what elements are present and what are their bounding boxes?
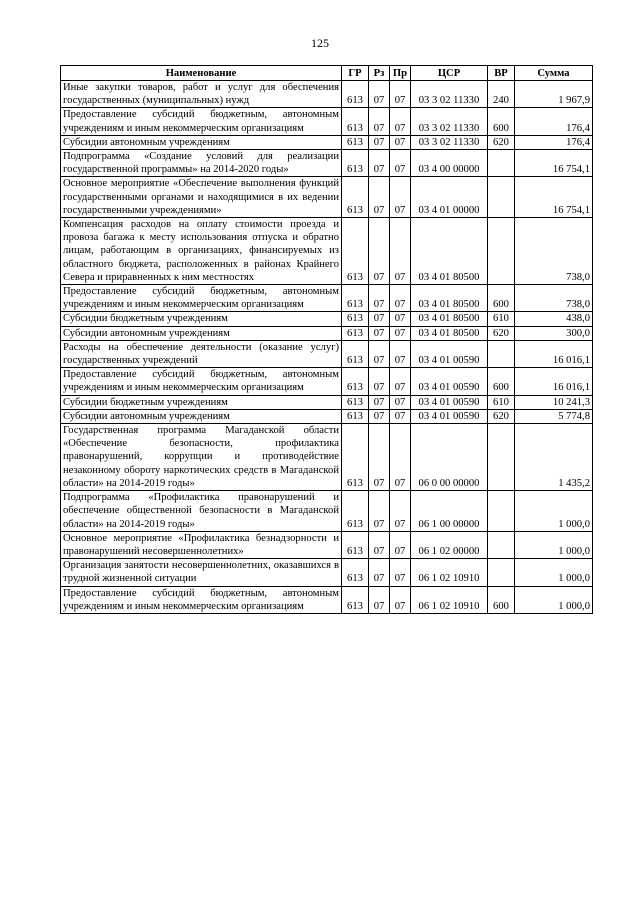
row-sum: 1 000,0 — [515, 491, 593, 532]
row-csr: 03 4 00 00000 — [411, 150, 488, 177]
row-pr: 07 — [390, 218, 411, 285]
header-sum: Сумма — [515, 66, 593, 81]
row-vr — [488, 531, 515, 558]
row-pr: 07 — [390, 135, 411, 149]
row-name: Предоставление субсидий бюджетным, автономным учреждениям и иным некоммерческим организациям — [61, 108, 342, 135]
row-pr: 07 — [390, 368, 411, 395]
row-sum: 16 754,1 — [515, 150, 593, 177]
row-sum: 1 000,0 — [515, 559, 593, 586]
row-rz: 07 — [369, 177, 390, 218]
row-gr: 613 — [342, 491, 369, 532]
row-rz: 07 — [369, 326, 390, 340]
row-name: Компенсация расходов на оплату стоимости проезда и провоза багажа к месту использования отпуска и обратно лицам, работающим в организациях, финансируемых из областного бюджета, расположенных в районах Крайнего Севера и приравненных к ним местностях — [61, 218, 342, 285]
row-gr: 613 — [342, 150, 369, 177]
row-vr — [488, 177, 515, 218]
row-csr: 03 4 01 80500 — [411, 285, 488, 312]
row-sum: 738,0 — [515, 218, 593, 285]
row-rz: 07 — [369, 409, 390, 423]
row-vr — [488, 559, 515, 586]
row-sum: 300,0 — [515, 326, 593, 340]
row-csr: 03 3 02 11330 — [411, 135, 488, 149]
row-vr: 240 — [488, 81, 515, 108]
row-vr — [488, 424, 515, 491]
table-row — [61, 491, 593, 532]
row-vr — [488, 340, 515, 367]
row-gr: 613 — [342, 108, 369, 135]
row-gr: 613 — [342, 177, 369, 218]
row-rz: 07 — [369, 424, 390, 491]
row-rz: 07 — [369, 218, 390, 285]
row-rz: 07 — [369, 586, 390, 613]
row-gr: 613 — [342, 559, 369, 586]
row-name: Государственная программа Магаданской области «Обеспечение безопасности, профилактика правонарушений, коррупции и противодействие незаконному обороту наркотических средств в Магаданской области» на 2014-2019 годы» — [61, 424, 342, 491]
row-csr: 06 0 00 00000 — [411, 424, 488, 491]
row-gr: 613 — [342, 312, 369, 326]
row-name: Основное мероприятие «Профилактика безнадзорности и правонарушений несовершеннолетних» — [61, 531, 342, 558]
table-row — [61, 424, 593, 491]
page-number: 125 — [311, 36, 329, 50]
row-csr: 06 1 02 10910 — [411, 586, 488, 613]
row-name: Подпрограмма «Профилактика правонарушений и обеспечение общественной безопасности в Магаданской области» на 2014-2019 годы» — [61, 491, 342, 532]
row-name: Иные закупки товаров, работ и услуг для обеспечения государственных (муниципальных) нужд — [61, 81, 342, 108]
row-name: Расходы на обеспечение деятельности (оказание услуг) государственных учреждений — [61, 340, 342, 367]
row-name: Субсидии бюджетным учреждениям — [61, 395, 342, 409]
row-gr: 613 — [342, 340, 369, 367]
row-csr: 03 3 02 11330 — [411, 81, 488, 108]
row-csr: 03 4 01 80500 — [411, 218, 488, 285]
row-vr: 600 — [488, 108, 515, 135]
row-pr: 07 — [390, 326, 411, 340]
row-csr: 03 4 01 00590 — [411, 368, 488, 395]
row-gr: 613 — [342, 326, 369, 340]
row-csr: 03 4 01 00590 — [411, 395, 488, 409]
row-csr: 03 4 01 80500 — [411, 312, 488, 326]
row-vr: 620 — [488, 135, 515, 149]
table-row — [61, 108, 593, 135]
row-csr: 03 4 01 80500 — [411, 326, 488, 340]
row-sum: 5 774,8 — [515, 409, 593, 423]
row-gr: 613 — [342, 285, 369, 312]
row-rz: 07 — [369, 285, 390, 312]
row-vr: 600 — [488, 285, 515, 312]
header-pr: Пр — [390, 66, 411, 81]
row-sum: 438,0 — [515, 312, 593, 326]
table-row — [61, 135, 593, 149]
row-gr: 613 — [342, 81, 369, 108]
row-pr: 07 — [390, 395, 411, 409]
row-gr: 613 — [342, 218, 369, 285]
row-rz: 07 — [369, 531, 390, 558]
row-csr: 06 1 00 00000 — [411, 491, 488, 532]
row-pr: 07 — [390, 340, 411, 367]
row-name: Субсидии автономным учреждениям — [61, 409, 342, 423]
row-name: Организация занятости несовершеннолетних, оказавшихся в трудной жизненной ситуации — [61, 559, 342, 586]
row-rz: 07 — [369, 81, 390, 108]
row-vr: 600 — [488, 586, 515, 613]
row-pr: 07 — [390, 409, 411, 423]
table-row — [61, 326, 593, 340]
row-rz: 07 — [369, 559, 390, 586]
row-name: Предоставление субсидий бюджетным, автономным учреждениям и иным некоммерческим организациям — [61, 285, 342, 312]
row-vr: 620 — [488, 326, 515, 340]
budget-table — [60, 65, 593, 614]
row-gr: 613 — [342, 135, 369, 149]
header-name: Наименование — [61, 66, 342, 81]
table-row — [61, 409, 593, 423]
row-vr — [488, 218, 515, 285]
table-row — [61, 312, 593, 326]
row-csr: 06 1 02 00000 — [411, 531, 488, 558]
table-row — [61, 395, 593, 409]
row-vr: 600 — [488, 368, 515, 395]
row-gr: 613 — [342, 424, 369, 491]
row-gr: 613 — [342, 409, 369, 423]
row-rz: 07 — [369, 135, 390, 149]
table-row — [61, 559, 593, 586]
header-rz: Рз — [369, 66, 390, 81]
table-row — [61, 285, 593, 312]
header-gr: ГР — [342, 66, 369, 81]
row-gr: 613 — [342, 368, 369, 395]
row-gr: 613 — [342, 395, 369, 409]
row-sum: 1 967,9 — [515, 81, 593, 108]
row-pr: 07 — [390, 586, 411, 613]
row-vr — [488, 491, 515, 532]
row-name: Субсидии автономным учреждениям — [61, 135, 342, 149]
row-name: Субсидии автономным учреждениям — [61, 326, 342, 340]
row-csr: 03 3 02 11330 — [411, 108, 488, 135]
row-rz: 07 — [369, 312, 390, 326]
row-sum: 176,4 — [515, 108, 593, 135]
header-csr: ЦСР — [411, 66, 488, 81]
table-row — [61, 531, 593, 558]
row-sum: 10 241,3 — [515, 395, 593, 409]
row-pr: 07 — [390, 424, 411, 491]
row-csr: 03 4 01 00000 — [411, 177, 488, 218]
row-name: Подпрограмма «Создание условий для реализации государственной программы» на 2014-2020 годы» — [61, 150, 342, 177]
row-pr: 07 — [390, 108, 411, 135]
row-pr: 07 — [390, 150, 411, 177]
row-gr: 613 — [342, 531, 369, 558]
row-name: Предоставление субсидий бюджетным, автономным учреждениям и иным некоммерческим организациям — [61, 368, 342, 395]
row-rz: 07 — [369, 108, 390, 135]
row-sum: 16 016,1 — [515, 340, 593, 367]
table-row — [61, 218, 593, 285]
row-name: Основное мероприятие «Обеспечение выполнения функций государственными органами и находящимися в их ведении государственными учреждениями» — [61, 177, 342, 218]
row-pr: 07 — [390, 81, 411, 108]
row-csr: 06 1 02 10910 — [411, 559, 488, 586]
row-rz: 07 — [369, 368, 390, 395]
row-rz: 07 — [369, 491, 390, 532]
row-pr: 07 — [390, 559, 411, 586]
table-row — [61, 586, 593, 613]
row-csr: 03 4 01 00590 — [411, 409, 488, 423]
row-vr: 610 — [488, 395, 515, 409]
row-vr: 620 — [488, 409, 515, 423]
row-sum: 176,4 — [515, 135, 593, 149]
row-gr: 613 — [342, 586, 369, 613]
row-rz: 07 — [369, 150, 390, 177]
table-row — [61, 177, 593, 218]
row-pr: 07 — [390, 491, 411, 532]
table-header-row — [61, 66, 593, 81]
row-name: Субсидии бюджетным учреждениям — [61, 312, 342, 326]
row-rz: 07 — [369, 395, 390, 409]
row-sum: 16 754,1 — [515, 177, 593, 218]
row-pr: 07 — [390, 531, 411, 558]
row-vr — [488, 150, 515, 177]
row-pr: 07 — [390, 177, 411, 218]
header-vr: ВР — [488, 66, 515, 81]
table-row — [61, 368, 593, 395]
row-sum: 1 000,0 — [515, 586, 593, 613]
row-vr: 610 — [488, 312, 515, 326]
row-sum: 1 435,2 — [515, 424, 593, 491]
row-pr: 07 — [390, 285, 411, 312]
row-rz: 07 — [369, 340, 390, 367]
table-row — [61, 81, 593, 108]
table-row — [61, 150, 593, 177]
row-csr: 03 4 01 00590 — [411, 340, 488, 367]
row-sum: 16 016,1 — [515, 368, 593, 395]
row-sum: 1 000,0 — [515, 531, 593, 558]
row-pr: 07 — [390, 312, 411, 326]
row-sum: 738,0 — [515, 285, 593, 312]
table-row — [61, 340, 593, 367]
row-name: Предоставление субсидий бюджетным, автономным учреждениям и иным некоммерческим организациям — [61, 586, 342, 613]
